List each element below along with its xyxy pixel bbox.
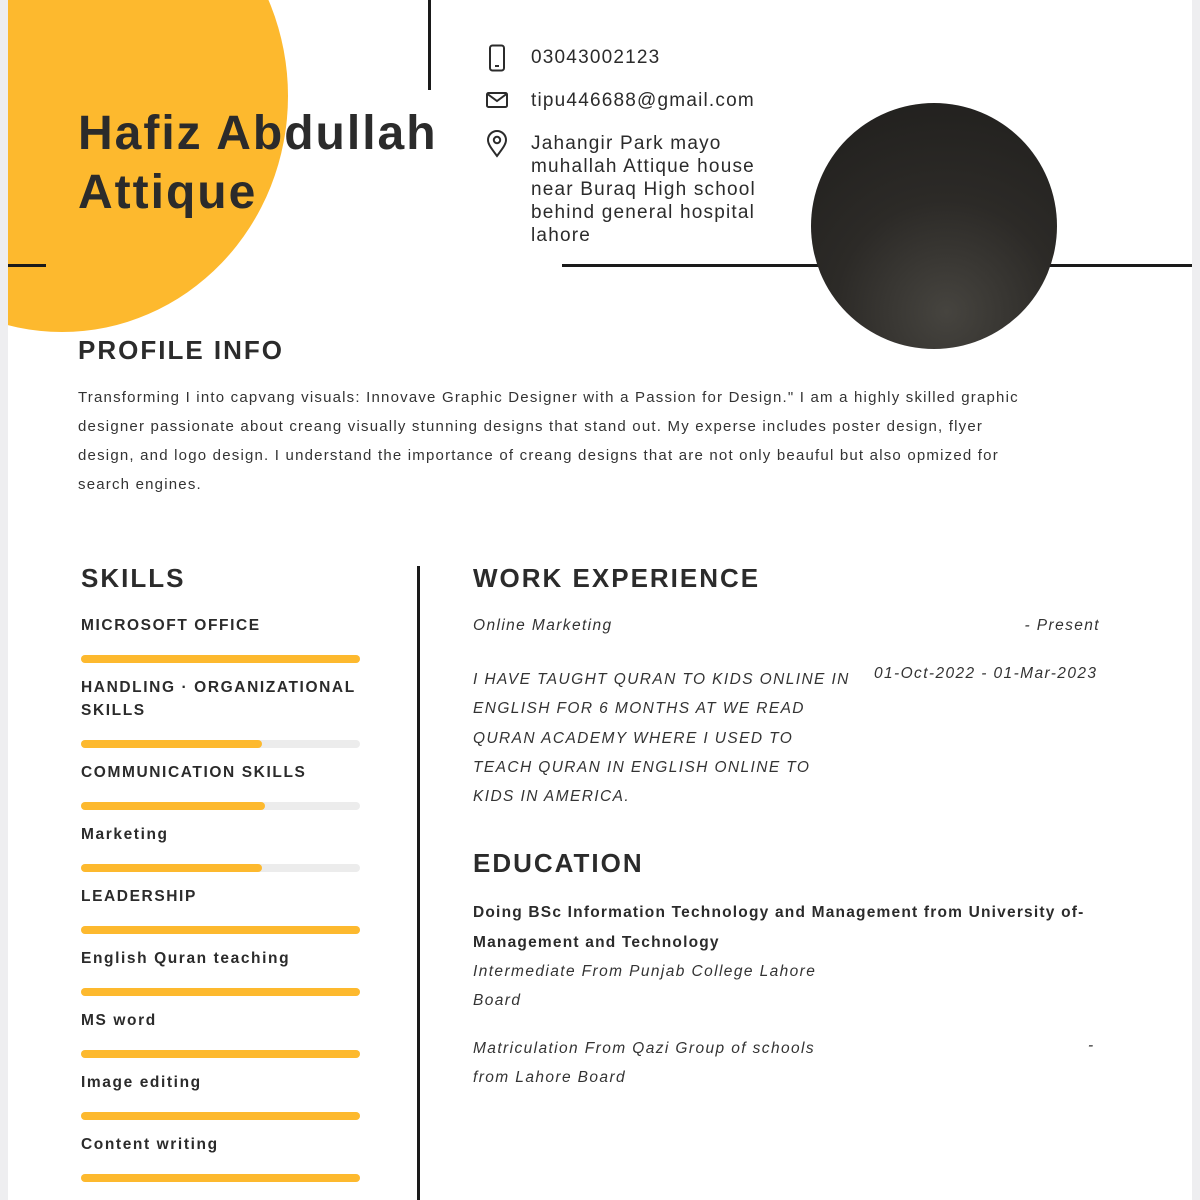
skill-item bbox=[81, 947, 381, 970]
skill-label: Content writing bbox=[81, 1136, 219, 1153]
skill-label: Marketing bbox=[81, 826, 169, 843]
skill-label: MS word bbox=[81, 1012, 157, 1029]
phone-icon bbox=[484, 44, 510, 72]
skill-label: MICROSOFT OFFICE bbox=[81, 617, 261, 634]
skill-bar bbox=[81, 1174, 360, 1182]
education-section-title: EDUCATION bbox=[473, 848, 644, 878]
profile-summary: Transforming I into capvang visuals: Innovave Graphic Designer with a Passion for Design." I am a highly skilled graphic designer passionate about creang visually stunning designs that stand out. My experse includes poster design, flyer design, and logo design. I understand the importance of creang designs that are not only beauful but also opmized for search engines. bbox=[78, 389, 1019, 493]
skill-bar-fill bbox=[81, 802, 265, 810]
skill-label: Image editing bbox=[81, 1074, 202, 1091]
skill-bar-fill bbox=[81, 864, 262, 872]
education-matriculation: Matriculation From Qazi Group of schools from Lahore Board bbox=[473, 1040, 815, 1086]
education-intermediate: Intermediate From Punjab College Lahore Board bbox=[473, 963, 817, 1009]
skill-bar-fill bbox=[81, 740, 262, 748]
location-pin-icon bbox=[484, 130, 510, 158]
skill-bar bbox=[81, 926, 360, 934]
job-present: - Present bbox=[1024, 617, 1100, 634]
skill-item bbox=[81, 1133, 381, 1156]
skill-bar bbox=[81, 802, 360, 810]
work-section-title: WORK EXPERIENCE bbox=[473, 563, 761, 593]
skill-bar bbox=[81, 864, 360, 872]
skill-item bbox=[81, 761, 381, 784]
phone-number: 03043002123 bbox=[531, 47, 661, 68]
education-degree: Doing BSc Information Technology and Management from University of- Management and Technology bbox=[473, 904, 1085, 951]
resume-page bbox=[8, 0, 1192, 1200]
skill-bar bbox=[81, 655, 360, 663]
skill-label: LEADERSHIP bbox=[81, 888, 197, 905]
skill-bar bbox=[81, 988, 360, 996]
job-description: I HAVE TAUGHT QURAN TO KIDS ONLINE IN ENGLISH FOR 6 MONTHS AT WE READ QURAN ACADEMY WHERE I USED TO TEACH QURAN IN ENGLISH ONLINE TO KIDS IN AMERICA. bbox=[473, 671, 850, 806]
skill-bar-fill bbox=[81, 655, 360, 663]
skill-bar bbox=[81, 740, 360, 748]
job-title: Online Marketing bbox=[473, 617, 613, 634]
skill-item bbox=[81, 1071, 381, 1094]
skill-label: HANDLING · ORGANIZATIONAL SKILLS bbox=[81, 679, 356, 719]
skill-bar bbox=[81, 1112, 360, 1120]
mail-icon bbox=[484, 86, 510, 114]
home-address: Jahangir Park mayo muhallah Attique house near Buraq High school behind general hospital lahore bbox=[531, 133, 756, 246]
skill-item bbox=[81, 885, 381, 908]
skill-item bbox=[81, 614, 381, 637]
skill-label: English Quran teaching bbox=[81, 950, 291, 967]
decorative-vertical-line bbox=[428, 0, 431, 90]
job-dates: 01-Oct-2022 - 01-Mar-2023 bbox=[874, 665, 1098, 682]
skills-section-title: SKILLS bbox=[81, 563, 186, 593]
skill-bar-fill bbox=[81, 1174, 360, 1182]
skill-bar-fill bbox=[81, 926, 360, 934]
skill-item bbox=[81, 823, 381, 846]
profile-photo bbox=[811, 103, 1057, 349]
education-matric-dash: - bbox=[1088, 1037, 1095, 1054]
skill-bar-fill bbox=[81, 1050, 360, 1058]
skill-item bbox=[81, 1009, 381, 1032]
candidate-name: Hafiz Abdullah Attique bbox=[78, 107, 438, 219]
skill-item bbox=[81, 676, 381, 722]
skill-bar-fill bbox=[81, 1112, 360, 1120]
profile-section-title: PROFILE INFO bbox=[78, 335, 284, 365]
skill-bar bbox=[81, 1050, 360, 1058]
skill-bar-fill bbox=[81, 988, 360, 996]
decorative-line-left bbox=[8, 264, 46, 267]
column-divider bbox=[417, 566, 420, 1200]
skill-label: COMMUNICATION SKILLS bbox=[81, 764, 307, 781]
email-address: tipu446688@gmail.com bbox=[531, 90, 755, 111]
